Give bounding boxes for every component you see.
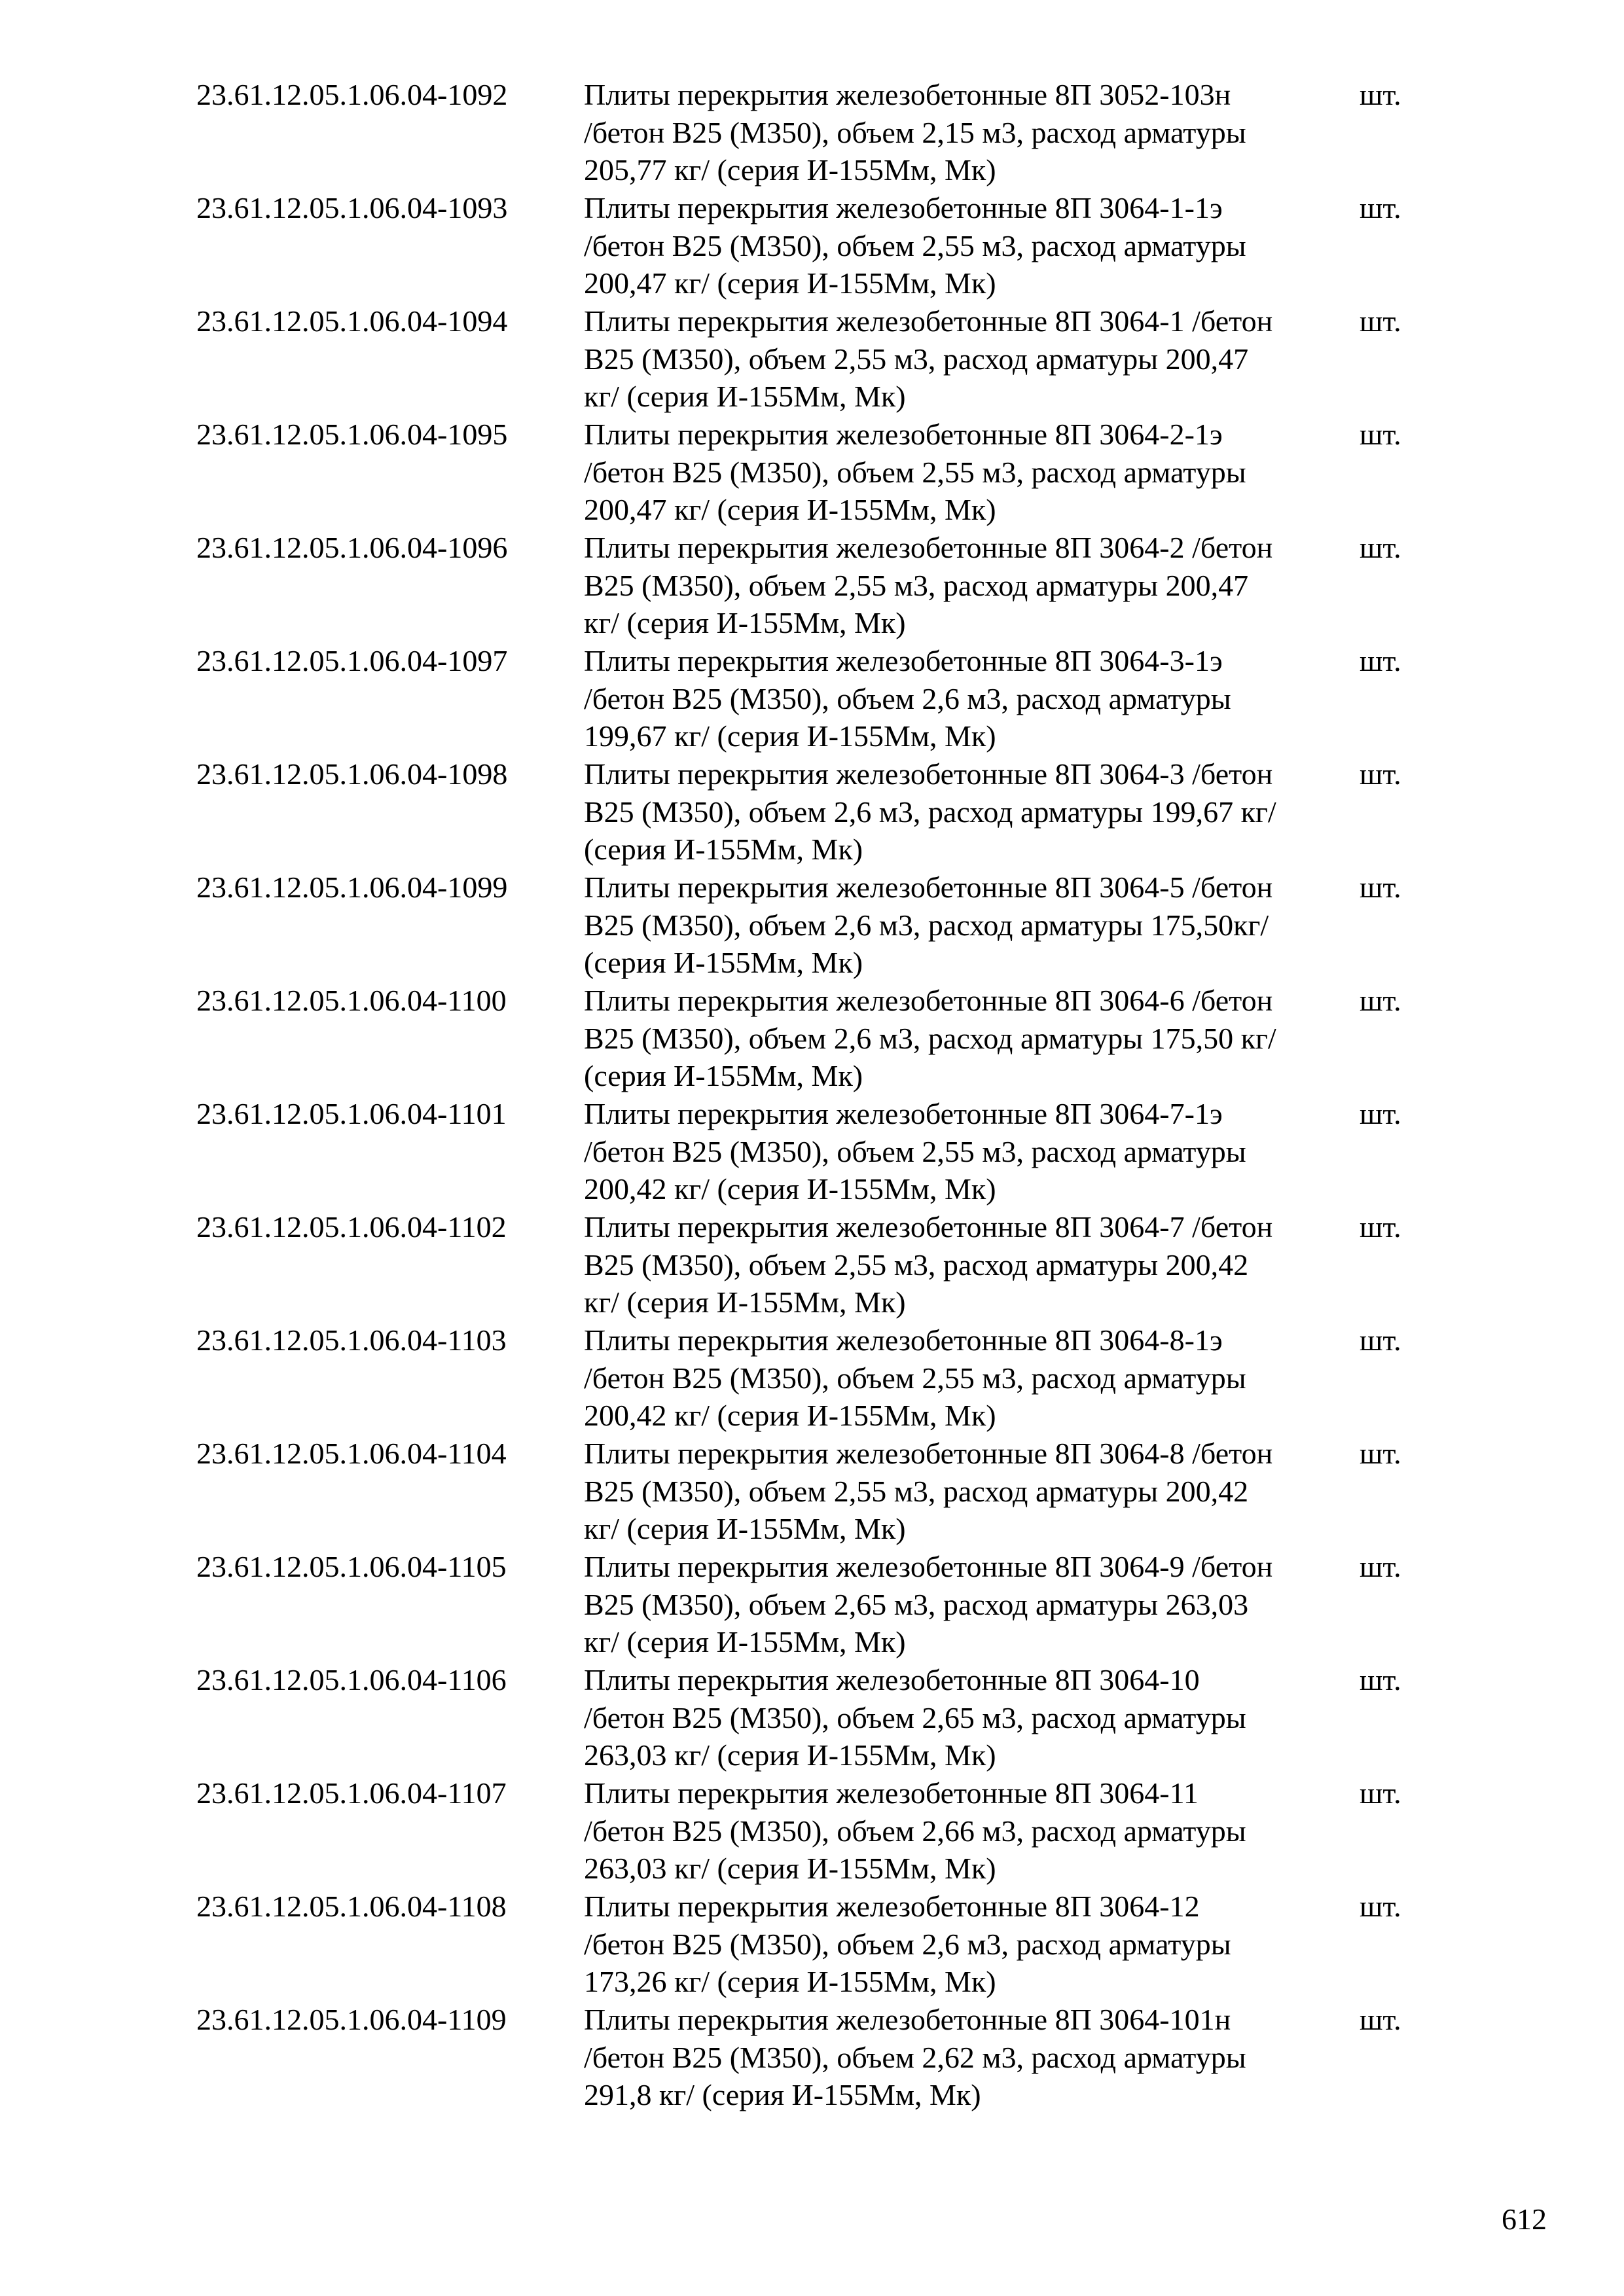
item-description: [584, 1888, 1360, 2001]
description-line: 200,42 кг/ (серия И-155Мм, Мк): [584, 1172, 996, 1206]
description-line: Плиты перекрытия железобетонные 8П 3064-1-1э: [584, 191, 1223, 224]
description-line: /бетон В25 (М350), объем 2,62 м3, расход арматуры: [584, 2040, 1246, 2074]
description-line: Плиты перекрытия железобетонные 8П 3064-10: [584, 1663, 1200, 1696]
description-line: 173,26 кг/ (серия И-155Мм, Мк): [584, 1965, 996, 1999]
item-unit: шт.: [1360, 644, 1401, 677]
list-item: [196, 1888, 1440, 2001]
description-line: Плиты перекрытия железобетонные 8П 3064-1 /бетон: [584, 304, 1273, 338]
description-line: Плиты перекрытия железобетонные 8П 3064-8 /бетон: [584, 1437, 1273, 1470]
item-description: [584, 1661, 1360, 1774]
item-code: 23.61.12.05.1.06.04-1102: [196, 1210, 507, 1244]
description-line: кг/ (серия И-155Мм, Мк): [584, 1285, 906, 1319]
description-line: /бетон В25 (М350), объем 2,6 м3, расход арматуры: [584, 1927, 1231, 1961]
item-unit: шт.: [1360, 870, 1401, 904]
list-item: [196, 76, 1440, 189]
page-number: 612: [1502, 2202, 1547, 2236]
item-code: 23.61.12.05.1.06.04-1101: [196, 1097, 507, 1130]
item-description: [584, 1435, 1360, 1548]
item-code: 23.61.12.05.1.06.04-1094: [196, 304, 508, 338]
item-description: [584, 2001, 1360, 2114]
item-code: 23.61.12.05.1.06.04-1092: [196, 78, 508, 111]
description-line: В25 (М350), объем 2,55 м3, расход арматуры 200,47: [584, 342, 1249, 376]
description-line: Плиты перекрытия железобетонные 8П 3064-7-1э: [584, 1097, 1223, 1130]
description-line: кг/ (серия И-155Мм, Мк): [584, 1625, 906, 1659]
description-line: Плиты перекрытия железобетонные 8П 3064-6 /бетон: [584, 984, 1273, 1017]
description-line: Плиты перекрытия железобетонные 8П 3064-9 /бетон: [584, 1550, 1273, 1583]
description-line: Плиты перекрытия железобетонные 8П 3064-2-1э: [584, 418, 1223, 451]
item-description: [584, 982, 1360, 1095]
item-unit: шт.: [1360, 984, 1401, 1017]
item-unit: шт.: [1360, 1323, 1401, 1357]
item-code: 23.61.12.05.1.06.04-1108: [196, 1890, 507, 1923]
item-description: [584, 1548, 1360, 1661]
item-unit: шт.: [1360, 757, 1401, 791]
description-line: 205,77 кг/ (серия И-155Мм, Мк): [584, 153, 996, 187]
list-item: [196, 1208, 1440, 1321]
description-line: В25 (М350), объем 2,55 м3, расход арматуры 200,42: [584, 1247, 1249, 1282]
list-item: [196, 416, 1440, 529]
item-code: 23.61.12.05.1.06.04-1099: [196, 870, 508, 904]
item-code: 23.61.12.05.1.06.04-1100: [196, 984, 507, 1017]
description-line: 263,03 кг/ (серия И-155Мм, Мк): [584, 1738, 996, 1772]
list-item: [196, 1095, 1440, 1208]
item-code: 23.61.12.05.1.06.04-1095: [196, 418, 508, 451]
description-line: В25 (М350), объем 2,6 м3, расход арматуры 175,50кг/: [584, 908, 1269, 942]
list-item: [196, 529, 1440, 642]
description-line: /бетон В25 (М350), объем 2,55 м3, расход арматуры: [584, 1361, 1246, 1395]
description-line: /бетон В25 (М350), объем 2,55 м3, расход арматуры: [584, 228, 1246, 262]
item-code: 23.61.12.05.1.06.04-1104: [196, 1437, 507, 1470]
description-line: Плиты перекрытия железобетонные 8П 3064-3-1э: [584, 644, 1223, 677]
list-item: [196, 1321, 1440, 1435]
item-unit: шт.: [1360, 1210, 1401, 1244]
item-unit: шт.: [1360, 1437, 1401, 1470]
item-code: 23.61.12.05.1.06.04-1105: [196, 1550, 507, 1583]
item-description: [584, 1208, 1360, 1321]
item-code: 23.61.12.05.1.06.04-1097: [196, 644, 508, 677]
description-line: /бетон В25 (М350), объем 2,66 м3, расход арматуры: [584, 1814, 1246, 1848]
list-item: [196, 189, 1440, 302]
description-line: /бетон В25 (М350), объем 2,6 м3, расход арматуры: [584, 681, 1231, 715]
list-item: [196, 642, 1440, 755]
price-list: [196, 76, 1440, 2114]
item-description: [584, 755, 1360, 869]
description-line: Плиты перекрытия железобетонные 8П 3064-11: [584, 1776, 1199, 1810]
description-line: Плиты перекрытия железобетонные 8П 3064-101н: [584, 2003, 1231, 2036]
description-line: /бетон В25 (М350), объем 2,55 м3, расход арматуры: [584, 1134, 1246, 1168]
description-line: В25 (М350), объем 2,6 м3, расход арматуры 199,67 кг/: [584, 795, 1276, 829]
item-code: 23.61.12.05.1.06.04-1096: [196, 531, 508, 564]
description-line: В25 (М350), объем 2,6 м3, расход арматуры 175,50 кг/: [584, 1021, 1276, 1055]
item-unit: шт.: [1360, 1097, 1401, 1130]
item-description: [584, 416, 1360, 529]
description-line: 291,8 кг/ (серия И-155Мм, Мк): [584, 2078, 981, 2112]
item-description: [584, 189, 1360, 302]
item-description: [584, 642, 1360, 755]
item-code: 23.61.12.05.1.06.04-1103: [196, 1323, 507, 1357]
description-line: Плиты перекрытия железобетонные 8П 3064-8-1э: [584, 1323, 1223, 1357]
description-line: Плиты перекрытия железобетонные 8П 3064-7 /бетон: [584, 1210, 1273, 1244]
item-unit: шт.: [1360, 1890, 1401, 1923]
description-line: 263,03 кг/ (серия И-155Мм, Мк): [584, 1852, 996, 1886]
item-code: 23.61.12.05.1.06.04-1093: [196, 191, 508, 224]
description-line: Плиты перекрытия железобетонные 8П 3052-103н: [584, 78, 1231, 111]
description-line: 200,42 кг/ (серия И-155Мм, Мк): [584, 1399, 996, 1433]
description-line: Плиты перекрытия железобетонные 8П 3064-2 /бетон: [584, 531, 1273, 564]
item-description: [584, 1321, 1360, 1435]
description-line: 200,47 кг/ (серия И-155Мм, Мк): [584, 266, 996, 300]
list-item: [196, 1435, 1440, 1548]
description-line: /бетон В25 (М350), объем 2,55 м3, расход арматуры: [584, 455, 1246, 489]
description-line: кг/ (серия И-155Мм, Мк): [584, 1512, 906, 1546]
description-line: (серия И-155Мм, Мк): [584, 1059, 863, 1093]
item-description: [584, 302, 1360, 416]
item-unit: шт.: [1360, 304, 1401, 338]
description-line: (серия И-155Мм, Мк): [584, 833, 863, 867]
list-item: [196, 1774, 1440, 1888]
item-unit: шт.: [1360, 1776, 1401, 1810]
item-code: 23.61.12.05.1.06.04-1106: [196, 1663, 507, 1696]
description-line: кг/ (серия И-155Мм, Мк): [584, 606, 906, 640]
description-line: Плиты перекрытия железобетонные 8П 3064-3 /бетон: [584, 757, 1273, 791]
description-line: /бетон В25 (М350), объем 2,15 м3, расход арматуры: [584, 115, 1246, 149]
item-unit: шт.: [1360, 78, 1401, 111]
description-line: 199,67 кг/ (серия И-155Мм, Мк): [584, 719, 996, 753]
list-item: [196, 1548, 1440, 1661]
item-code: 23.61.12.05.1.06.04-1098: [196, 757, 508, 791]
item-unit: шт.: [1360, 531, 1401, 564]
list-item: [196, 755, 1440, 869]
description-line: Плиты перекрытия железобетонные 8П 3064-5 /бетон: [584, 870, 1273, 904]
description-line: /бетон В25 (М350), объем 2,65 м3, расход арматуры: [584, 1700, 1246, 1734]
description-line: В25 (М350), объем 2,55 м3, расход арматуры 200,42: [584, 1474, 1249, 1508]
item-code: 23.61.12.05.1.06.04-1109: [196, 2003, 507, 2036]
description-line: Плиты перекрытия железобетонные 8П 3064-12: [584, 1890, 1200, 1923]
item-description: [584, 1774, 1360, 1888]
list-item: [196, 982, 1440, 1095]
description-line: В25 (М350), объем 2,65 м3, расход арматуры 263,03: [584, 1587, 1249, 1621]
item-description: [584, 529, 1360, 642]
description-line: кг/ (серия И-155Мм, Мк): [584, 380, 906, 414]
list-item: [196, 302, 1440, 416]
item-description: [584, 76, 1360, 189]
list-item: [196, 1661, 1440, 1774]
item-unit: шт.: [1360, 2003, 1401, 2036]
list-item: [196, 2001, 1440, 2114]
description-line: 200,47 кг/ (серия И-155Мм, Мк): [584, 493, 996, 527]
item-unit: шт.: [1360, 191, 1401, 224]
list-item: [196, 869, 1440, 982]
item-code: 23.61.12.05.1.06.04-1107: [196, 1776, 507, 1810]
item-description: [584, 869, 1360, 982]
item-unit: шт.: [1360, 1550, 1401, 1583]
item-description: [584, 1095, 1360, 1208]
item-unit: шт.: [1360, 1663, 1401, 1696]
description-line: В25 (М350), объем 2,55 м3, расход арматуры 200,47: [584, 568, 1249, 602]
description-line: (серия И-155Мм, Мк): [584, 946, 863, 980]
item-unit: шт.: [1360, 418, 1401, 451]
